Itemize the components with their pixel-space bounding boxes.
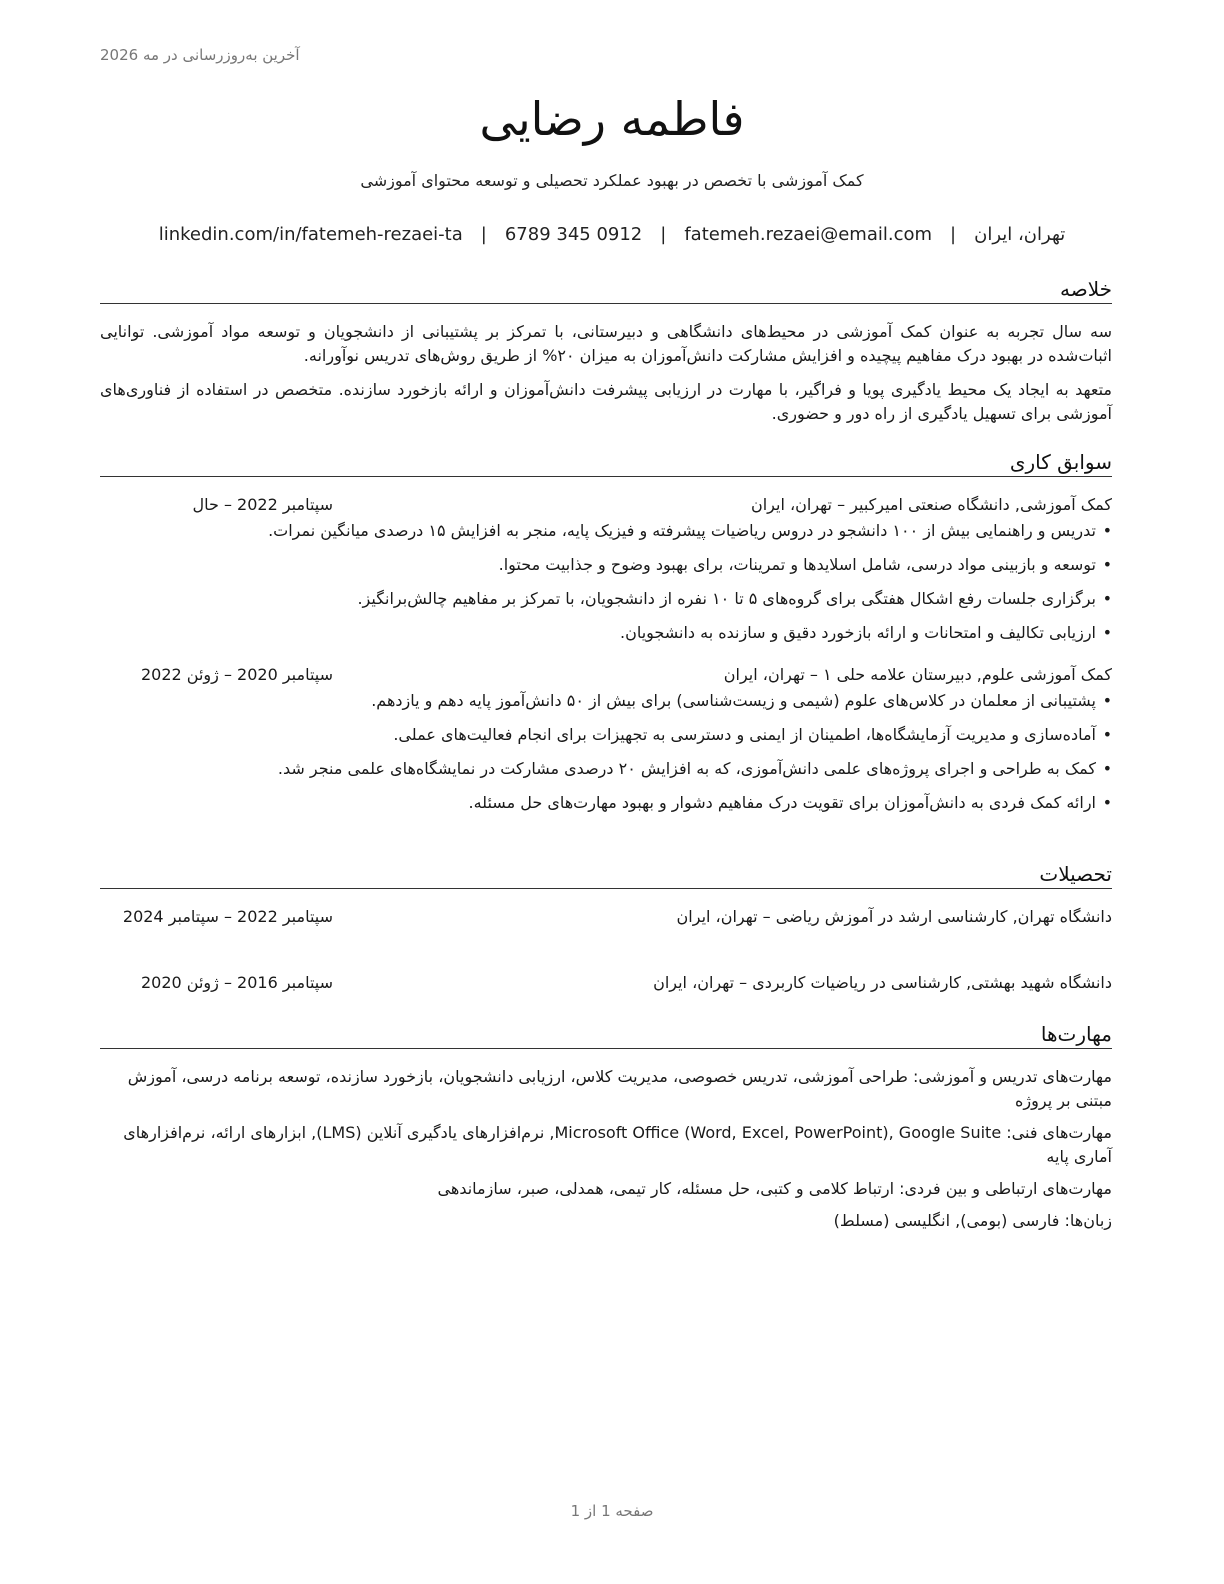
education-date: سپتامبر 2022 – سپتامبر 2024: [122, 907, 333, 926]
job-date: سپتامبر 2022 – حال: [192, 495, 333, 514]
job-bullet: • توسعه و بازبینی مواد درسی، شامل اسلایدها و تمرینات، برای بهبود وضوح و جذابیت محتوا.: [100, 553, 1112, 577]
page-number: صفحه 1 از 1: [570, 1502, 654, 1520]
skill-line: مهارت‌های ارتباطی و بین فردی: ارتباط کلامی و کتبی، حل مسئله، کار تیمی، همدلی، صبر، سازماندهی: [437, 1179, 1112, 1198]
education-entry: [100, 905, 1112, 955]
summary-paragraph-2: متعهد به ایجاد یک محیط یادگیری پویا و فراگیر، با مهارت در ارزیابی پیشرفت دانش‌آموزان و ارائه بازخورد سازنده. متخصص در استفاده از فناوری‌های آموزشی برای تسهیل یادگیری از راه دور و حضوری.: [100, 380, 1112, 423]
job-bullet: • ارزیابی تکالیف و امتحانات و ارائه بازخورد دقیق و سازنده به دانشجویان.: [100, 621, 1112, 645]
skill-line: مهارت‌های تدریس و آموزشی: طراحی آموزشی، تدریس خصوصی، مدیریت کلاس، ارزیابی دانشجویان، بازخورد سازنده، توسعه برنامه درسی، آموزش مبتنی بر پروژه: [127, 1067, 1112, 1110]
job-bullets: [100, 519, 1112, 645]
summary-title: خلاصه: [100, 277, 1112, 304]
education-entry: [100, 971, 1112, 995]
job-header: [100, 663, 1112, 687]
education-institution: دانشگاه تهران, کارشناسی ارشد در آموزش ریاضی – تهران، ایران: [676, 907, 1112, 926]
job-date: سپتامبر 2020 – ژوئن 2022: [140, 665, 333, 684]
job-bullets: [100, 689, 1112, 815]
contact-phone: 6789 345 0912: [504, 224, 643, 245]
job-role: کمک آموزشی, دانشگاه صنعتی امیرکبیر – تهران، ایران: [750, 495, 1112, 514]
contact-linkedin[interactable]: linkedin.com/in/fatemeh-rezaei-ta: [158, 224, 463, 245]
skill-line: زبان‌ها: فارسی (بومی), انگلیسی (مسلط): [833, 1211, 1112, 1230]
job-bullet: • پشتیبانی از معلمان در کلاس‌های علوم (شیمی و زیست‌شناسی) برای بیش از ۵۰ دانش‌آموز پایه دهم و یازدهم.: [100, 689, 1112, 713]
job-bullet: • تدریس و راهنمایی بیش از ۱۰۰ دانشجو در دروس ریاضیات پیشرفته و فیزیک پایه، منجر به افزایش ۱۵ درصدی میانگین نمرات.: [100, 519, 1112, 543]
contact-line: [0, 224, 1224, 245]
candidate-tagline: کمک آموزشی با تخصص در بهبود عملکرد تحصیلی و توسعه محتوای آموزشی: [360, 171, 864, 190]
skills-list: [100, 1065, 1112, 1233]
contact-email[interactable]: fatemeh.rezaei@email.com: [684, 224, 933, 245]
education-date: سپتامبر 2016 – ژوئن 2020: [140, 973, 333, 992]
contact-location: تهران، ایران: [974, 224, 1066, 245]
job-bullet: • آماده‌سازی و مدیریت آزمایشگاه‌ها، اطمینان از ایمنی و دسترسی به تجهیزات برای انجام فعالیت‌های عملی.: [100, 723, 1112, 747]
contact-separator: |: [480, 224, 487, 245]
contact-separator: |: [950, 224, 957, 245]
experience-title: سوابق کاری: [100, 450, 1112, 477]
job-entry: [100, 493, 1112, 645]
candidate-name: فاطمه رضایی: [479, 92, 745, 146]
education-title: تحصیلات: [100, 862, 1112, 889]
last-updated: آخرین به‌روزرسانی در مه 2026: [100, 46, 300, 64]
education-section: [100, 862, 1112, 995]
summary-paragraph-1: سه سال تجربه به عنوان کمک آموزشی در محیط‌های دانشگاهی و دبیرستانی، با تمرکز بر پشتیبانی از دانشجویان و توسعه مواد آموزشی. توانایی اثبات‌شده در بهبود درک مفاهیم پیچیده و افزایش مشارکت دانش‌آموزان به میزان ۲۰% از طریق روش‌های تدریس نوآورانه.: [100, 322, 1112, 365]
job-entry: [100, 663, 1112, 815]
job-bullet: • کمک به طراحی و اجرای پروژه‌های علمی دانش‌آموزی، که به افزایش ۲۰ درصدی مشارکت در نمایشگاه‌های علمی منجر شد.: [100, 757, 1112, 781]
skill-line: مهارت‌های فنی: Microsoft Office (Word, Excel, PowerPoint), Google Suite, نرم‌افزارهای یادگیری آنلاین (LMS), ابزارهای ارائه، نرم‌افزارهای آماری پایه: [123, 1123, 1112, 1166]
job-header: [100, 493, 1112, 517]
contact-separator: |: [660, 224, 667, 245]
skills-title: مهارت‌ها: [100, 1022, 1112, 1049]
summary-section: [100, 277, 1112, 426]
job-bullet: • برگزاری جلسات رفع اشکال هفتگی برای گروه‌های ۵ تا ۱۰ نفره از دانشجویان، با تمرکز بر مفاهیم چالش‌برانگیز.: [100, 587, 1112, 611]
skills-section: [100, 1022, 1112, 1241]
education-institution: دانشگاه شهید بهشتی, کارشناسی در ریاضیات کاربردی – تهران، ایران: [653, 973, 1112, 992]
job-role: کمک آموزشی علوم, دبیرستان علامه حلی ۱ – تهران، ایران: [723, 665, 1112, 684]
job-bullet: • ارائه کمک فردی به دانش‌آموزان برای تقویت درک مفاهیم دشوار و بهبود مهارت‌های حل مسئله.: [100, 791, 1112, 815]
experience-section: [100, 450, 1112, 825]
